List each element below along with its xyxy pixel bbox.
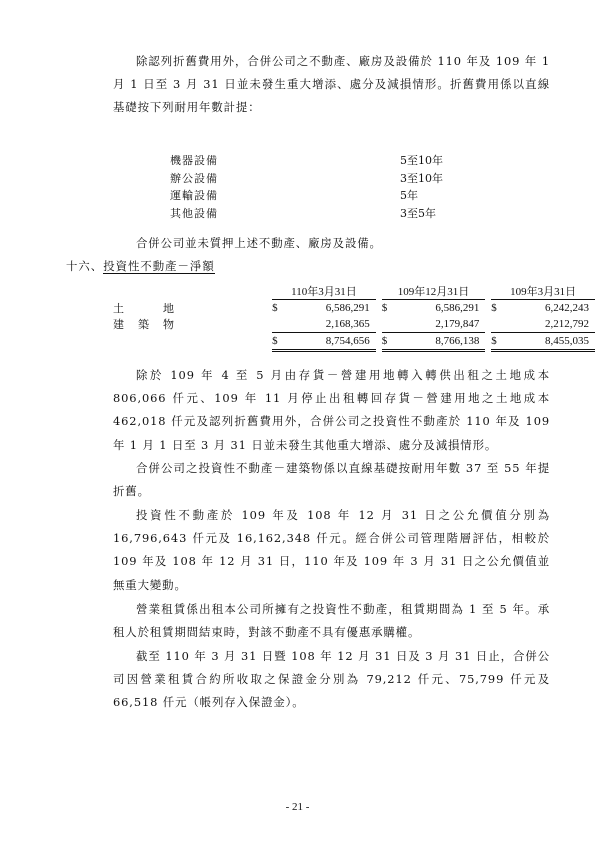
currency-symbol: $	[382, 333, 392, 351]
section-title: 投資性不動產－淨額	[103, 259, 215, 273]
table-header-row	[113, 283, 595, 300]
section-number: 十六、	[66, 259, 104, 273]
currency-symbol: $	[272, 333, 282, 351]
total-cell: 8,455,035	[501, 333, 595, 351]
useful-life-years: 5至10年	[400, 154, 443, 167]
paragraph-fair-value: 投資性不動產於 109 年及 108 年 12 月 31 日之公允價值分別為 16,796,643 仟元及 16,162,348 仟元。經合併公司管理階層評估，相較於 109 年及 108 年 12 月 31 日，110 年及 109 年 3 月 31 日之公允價值並無重大變動。	[113, 508, 550, 592]
total-cell: 8,766,138	[392, 333, 486, 351]
table-cell: 6,586,291	[435, 302, 480, 314]
useful-life-years: 3至10年	[400, 171, 443, 185]
table-total-row	[113, 333, 595, 351]
row-label: 土 地	[113, 302, 188, 315]
paragraph-building-depreciation: 合併公司之投資性不動產－建築物係以直線基礎按耐用年數 37 至 55 年提折舊。	[113, 461, 550, 499]
currency-symbol: $	[381, 302, 388, 314]
table-cell: 6,242,243	[545, 302, 589, 314]
row-label: 建築物	[113, 319, 188, 332]
asset-name: 運輸設備	[170, 189, 218, 202]
column-header: 109年3月31日	[491, 283, 595, 300]
useful-life-row	[170, 152, 470, 170]
paragraph-transfers: 除於 109 年 4 至 5 月由存貨－營建用地轉入轉供出租之土地成本 806,066 仟元、109 年 11 月停止出租轉回存貨－營建用地之土地成本 462,018 仟元及認列折舊費用外，合併公司之投資性不動產於 110 年及 109 年 1 月 1 日至 3 月 31 日並未發生其他重大增添、處分及減損情形。	[113, 368, 550, 452]
table-cell: 6,586,291	[325, 302, 370, 314]
asset-name: 其他設備	[170, 206, 218, 220]
useful-life-list	[170, 152, 470, 222]
section-heading	[66, 258, 215, 274]
currency-symbol: $	[491, 333, 501, 351]
table-cell: 2,168,365	[282, 316, 376, 333]
paragraph-depreciation-intro: 除認列折舊費用外，合併公司之不動產、廠房及設備於 110 年及 109 年 1 月 1 日至 3 月 31 日並未發生重大增添、處分及減損情形。折舊費用係以直線基礎按下列耐用年數計提：	[113, 54, 550, 115]
table-row	[113, 300, 595, 317]
useful-life-row	[170, 170, 470, 188]
total-cell: 8,754,656	[282, 333, 376, 351]
table-cell: 2,212,792	[501, 316, 595, 333]
paragraph-no-pledge: 合併公司並未質押上述不動產、廠房及設備。	[136, 236, 382, 250]
useful-life-row	[170, 187, 470, 205]
table-cell: 2,179,847	[392, 316, 486, 333]
column-header: 109年12月31日	[382, 283, 486, 300]
paragraph-deposits: 截至 110 年 3 月 31 日暨 108 年 12 月 31 日及 3 月 31 日止，合併公司因營業租賃合約所收取之保證金分別為 79,212 仟元、75,799 仟元及 66,518 仟元（帳列存入保證金）。	[113, 649, 550, 710]
page-number: - 21 -	[285, 801, 310, 813]
useful-life-years: 3至5年	[400, 206, 436, 220]
asset-name: 辦公設備	[170, 171, 218, 185]
investment-property-table	[113, 283, 595, 352]
paragraph-operating-lease: 營業租賃係出租本公司所擁有之投資性不動產，租賃期間為 1 至 5 年。承租人於租賃期間結束時，對該不動產不具有優惠承購權。	[113, 602, 550, 640]
useful-life-years: 5年	[400, 189, 418, 202]
currency-symbol: $	[272, 302, 278, 314]
table-row	[113, 316, 595, 333]
currency-symbol: $	[491, 302, 497, 314]
useful-life-row	[170, 205, 470, 223]
column-header: 110年3月31日	[272, 283, 376, 300]
asset-name: 機器設備	[170, 154, 218, 167]
